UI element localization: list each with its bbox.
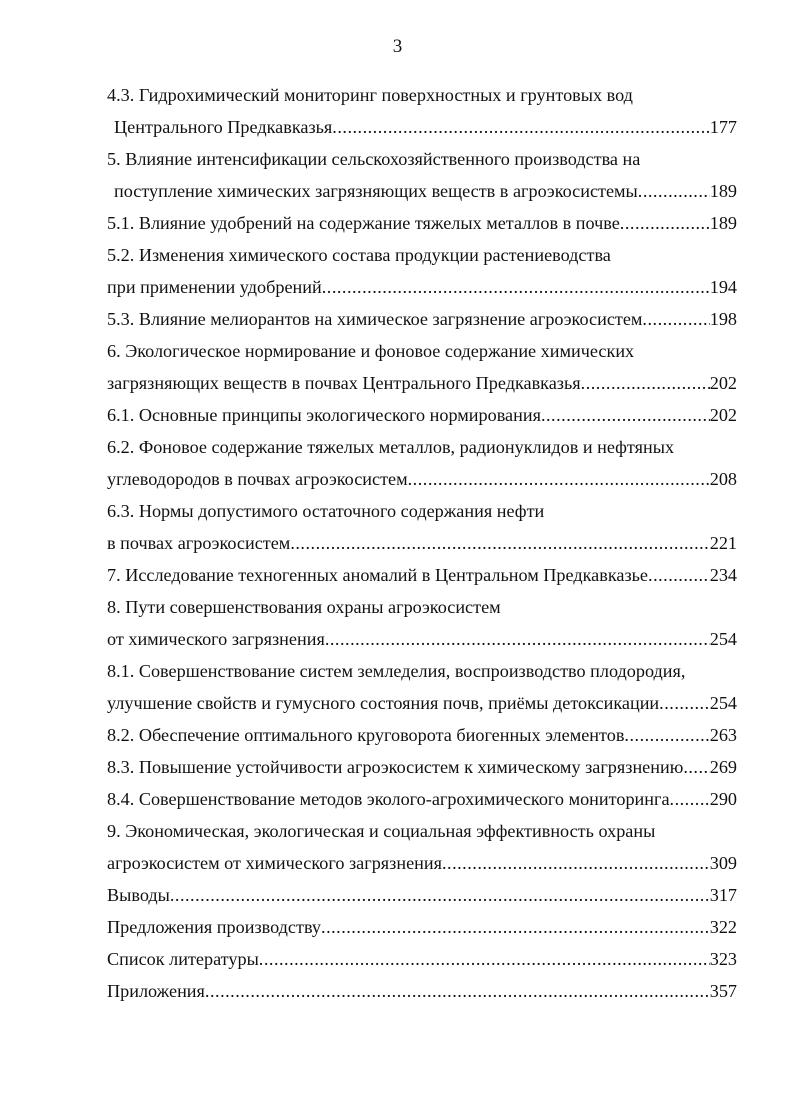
toc-entry bbox=[107, 714, 737, 746]
toc-entry bbox=[107, 426, 737, 458]
toc-entry bbox=[107, 298, 737, 330]
leader-dots bbox=[408, 468, 710, 490]
toc-entry bbox=[107, 586, 737, 618]
toc-entry-text: загрязняющих веществ в почвах Центрального Предкавказья bbox=[107, 373, 581, 393]
toc-entry bbox=[107, 970, 737, 1002]
toc-entry bbox=[107, 906, 737, 938]
toc-page-number: 234 bbox=[709, 565, 737, 585]
toc-page-number: 208 bbox=[709, 469, 737, 489]
toc-page-number: 202 bbox=[709, 373, 737, 393]
leader-dots bbox=[648, 564, 710, 586]
toc-entry-text: 5.3. Влияние мелиорантов на химическое загрязнение агроэкосистем bbox=[107, 309, 643, 329]
leader-dots bbox=[205, 980, 710, 1002]
toc-entry-text: Центрального Предкавказья bbox=[114, 117, 333, 137]
leader-dots bbox=[638, 180, 710, 202]
toc-page-number: 323 bbox=[709, 949, 737, 969]
toc-entry bbox=[114, 106, 737, 138]
leader-dots bbox=[442, 852, 710, 874]
toc-page-number: 194 bbox=[709, 277, 737, 297]
leader-dots bbox=[624, 724, 709, 746]
toc-entry-text: Выводы bbox=[107, 885, 170, 905]
toc-entry-text: 5.2. Изменения химического состава продукции растениеводства bbox=[107, 245, 611, 265]
toc-page-number: 202 bbox=[709, 405, 737, 425]
toc-entry bbox=[107, 266, 737, 298]
toc-entry-text: в почвах агроэкосистем bbox=[107, 533, 291, 553]
toc-page-number: 290 bbox=[709, 789, 737, 809]
leader-dots bbox=[670, 788, 710, 810]
toc-entry-text: 6.3. Нормы допустимого остаточного содержания нефти bbox=[107, 501, 545, 521]
leader-dots bbox=[683, 756, 709, 778]
toc-page-number: 309 bbox=[709, 853, 737, 873]
toc-entry bbox=[107, 234, 737, 266]
toc-entry bbox=[107, 522, 737, 554]
toc-entry bbox=[107, 874, 737, 906]
leader-dots bbox=[642, 308, 709, 330]
toc-entry-text: Предложения производству bbox=[107, 917, 322, 937]
toc-entry-text: 5. Влияние интенсификации сельскохозяйственного производства на bbox=[107, 149, 641, 169]
toc-entry bbox=[107, 778, 737, 810]
toc-entry bbox=[107, 618, 737, 650]
toc-entry-text: Список литературы bbox=[107, 949, 259, 969]
toc-entry bbox=[107, 330, 737, 362]
toc-entry-text: 6.1. Основные принципы экологического нормирования bbox=[107, 405, 541, 425]
toc-entry bbox=[114, 170, 737, 202]
toc-entry-text: Приложения bbox=[107, 981, 205, 1001]
toc-page-number: 254 bbox=[709, 693, 737, 713]
toc-page-number: 198 bbox=[709, 309, 737, 329]
toc-page-number: 189 bbox=[709, 181, 737, 201]
leader-dots bbox=[290, 532, 709, 554]
leader-dots bbox=[620, 212, 710, 234]
toc-entry bbox=[107, 458, 737, 490]
toc-page-number: 269 bbox=[709, 757, 737, 777]
toc-entry-text: 9. Экономическая, экологическая и социальная эффективность охраны bbox=[107, 821, 656, 841]
toc-entry-text: агроэкосистем от химического загрязнения bbox=[107, 853, 442, 873]
toc-entry bbox=[107, 682, 737, 714]
toc-entry-text: 7. Исследование техногенных аномалий в Центральном Предкавказье bbox=[107, 565, 649, 585]
toc-page-number: 263 bbox=[709, 725, 737, 745]
toc-entry bbox=[107, 650, 737, 682]
toc-entry bbox=[107, 554, 737, 586]
leader-dots bbox=[170, 884, 710, 906]
toc-entry bbox=[107, 842, 737, 874]
leader-dots bbox=[321, 916, 710, 938]
leader-dots bbox=[541, 404, 710, 426]
toc-entry bbox=[107, 938, 737, 970]
leader-dots bbox=[581, 372, 710, 394]
leader-dots bbox=[659, 692, 710, 714]
toc-page-number: 322 bbox=[709, 917, 737, 937]
toc-entry bbox=[107, 362, 737, 394]
toc-page-number: 177 bbox=[709, 117, 737, 137]
toc-entry-text: 8.3. Повышение устойчивости агроэкосистем к химическому загрязнению bbox=[107, 757, 684, 777]
toc-entry-text: 8.2. Обеспечение оптимального круговорота биогенных элементов bbox=[107, 725, 625, 745]
toc-entry-text: 8. Пути совершенствования охраны агроэкосистем bbox=[107, 597, 501, 617]
toc-page-number: 317 bbox=[709, 885, 737, 905]
toc-page-number: 221 bbox=[709, 533, 737, 553]
toc-entry bbox=[107, 746, 737, 778]
toc-entry-text: 8.4. Совершенствование методов эколого-агрохимического мониторинга bbox=[107, 789, 670, 809]
toc-entry-text: 5.1. Влияние удобрений на содержание тяжелых металлов в почве bbox=[107, 213, 620, 233]
toc-entry-text: 6.2. Фоновое содержание тяжелых металлов, радионуклидов и нефтяных bbox=[107, 437, 675, 457]
toc-entry bbox=[107, 138, 737, 170]
toc-entry bbox=[107, 202, 737, 234]
toc-entry-text: улучшение свойств и гумусного состояния почв, приёмы детоксикации bbox=[107, 693, 660, 713]
toc-page-number: 357 bbox=[709, 981, 737, 1001]
toc-entry-text: 6. Экологическое нормирование и фоновое содержание химических bbox=[107, 341, 635, 361]
leader-dots bbox=[259, 948, 710, 970]
leader-dots bbox=[332, 116, 709, 138]
toc-entry-text: углеводородов в почвах агроэкосистем bbox=[107, 469, 408, 489]
toc-entry-text: 8.1. Совершенствование систем земледелия, воспроизводство плодородия, bbox=[107, 661, 686, 681]
toc-entry-text: 4.3. Гидрохимический мониторинг поверхностных и грунтовых вод bbox=[107, 85, 633, 105]
toc-entry-text: при применении удобрений bbox=[107, 277, 322, 297]
page-number: 3 bbox=[392, 36, 403, 57]
toc-page-number: 189 bbox=[709, 213, 737, 233]
toc-entry-text: от химического загрязнения bbox=[107, 629, 325, 649]
toc-entry bbox=[107, 490, 737, 522]
toc-entry bbox=[107, 810, 737, 842]
leader-dots bbox=[322, 276, 710, 298]
toc-entry-text: поступление химических загрязняющих веществ в агроэкосистемы bbox=[114, 181, 638, 201]
toc-page-number: 254 bbox=[709, 629, 737, 649]
leader-dots bbox=[325, 628, 710, 650]
toc-entry bbox=[107, 394, 737, 426]
toc-entry bbox=[107, 74, 737, 106]
